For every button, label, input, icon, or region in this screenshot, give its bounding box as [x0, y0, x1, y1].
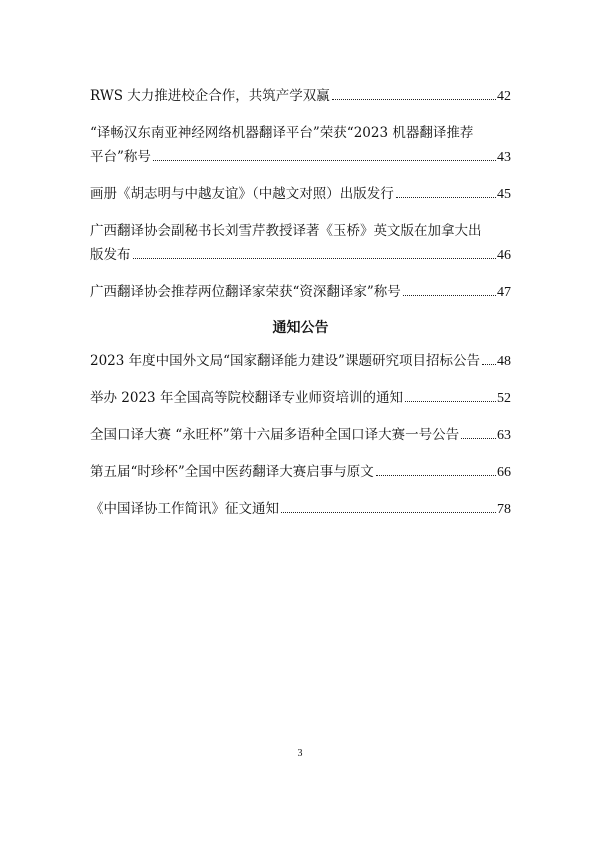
dot-leader [482, 364, 496, 365]
dot-leader [133, 258, 497, 259]
toc-entry-title: 画册《胡志明与中越友谊》（中越文对照）出版发行 [90, 186, 394, 202]
toc-entry-kouyidasai[interactable] [90, 423, 511, 448]
dot-leader [281, 512, 496, 513]
toc-entry-title: 《中国译协工作简讯》征文通知 [90, 501, 279, 517]
toc-entry-yuqiao[interactable] [90, 219, 511, 268]
toc-entry-page: 52 [497, 391, 511, 406]
toc-entry-title-line1: 广西翻译协会副秘书长刘雪芹教授译著《玉桥》英文版在加拿大出 [90, 223, 482, 239]
toc-entry-rws[interactable] [90, 84, 511, 109]
toc-entry-page: 43 [497, 150, 511, 165]
toc-entry-yichanghan[interactable] [90, 121, 511, 170]
page-number: 3 [297, 748, 303, 759]
toc-entry-title: 举办 2023 年全国高等院校翻译专业师资培训的通知 [90, 390, 403, 406]
table-of-contents [90, 84, 511, 534]
toc-entry-title: 2023 年度中国外文局“国家翻译能力建设”课题研究项目招标公告 [90, 353, 480, 369]
toc-entry-shizipeixun[interactable] [90, 386, 511, 411]
dot-leader [332, 99, 496, 100]
toc-entry-page: 46 [497, 248, 511, 263]
toc-entry-page: 42 [497, 89, 511, 104]
toc-entry-page: 45 [497, 187, 511, 202]
toc-entry-title-line1: “译畅汉东南亚神经网络机器翻译平台”荣获“2023 机器翻译推荐 [90, 125, 474, 141]
toc-entry-zhengwen[interactable] [90, 497, 511, 522]
toc-entry-page: 48 [497, 354, 511, 369]
dot-leader [405, 401, 496, 402]
dot-leader [461, 438, 496, 439]
toc-entry-page: 63 [497, 428, 511, 443]
toc-entry-title: 全国口译大赛 “永旺杯”第十六届多语种全国口译大赛一号公告 [90, 427, 460, 443]
section-title: 通知公告 [272, 320, 329, 336]
toc-entry-title-line2: 平台”称号 [90, 149, 151, 165]
toc-entry-title: RWS 大力推进校企合作，共筑产学双赢 [90, 88, 330, 104]
toc-entry-shizhenbei[interactable] [90, 460, 511, 485]
toc-entry-page: 66 [497, 465, 511, 480]
dot-leader [376, 475, 496, 476]
dot-leader [396, 197, 496, 198]
toc-entry-page: 47 [497, 285, 511, 300]
toc-entry-zishenfanyijia[interactable] [90, 280, 511, 305]
toc-entry-title: 第五届“时珍杯”全国中医药翻译大赛启事与原文 [90, 464, 374, 480]
dot-leader [403, 295, 496, 296]
dot-leader [153, 160, 496, 161]
toc-entry-title: 广西翻译协会推荐两位翻译家荣获“资深翻译家”称号 [90, 284, 401, 300]
toc-entry-waiwenju[interactable] [90, 349, 511, 374]
toc-entry-title-line2: 版发布 [90, 247, 131, 263]
toc-entry-page: 78 [497, 502, 511, 517]
toc-entry-huazhiming[interactable] [90, 182, 511, 207]
